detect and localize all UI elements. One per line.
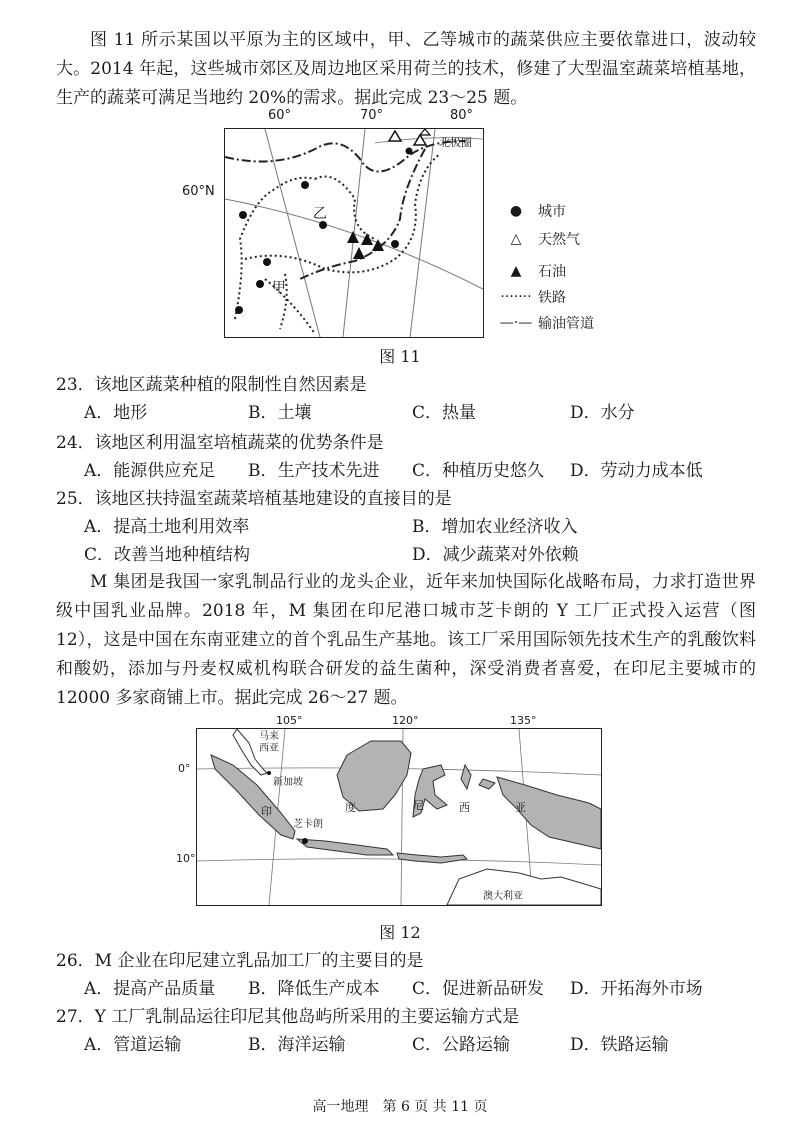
figure-11-caption: 图 11 <box>379 347 421 366</box>
fig11-lon-label-60: 60° <box>268 108 292 123</box>
fig11-city-yi: 乙 <box>313 206 327 222</box>
question-24-option-b[interactable]: B．生产技术先进 <box>248 461 380 481</box>
gas-symbol-icon: △ <box>510 231 522 247</box>
fig12-cikarang-label: 芝卡朗 <box>293 819 323 830</box>
question-24-stem: 24．该地区利用温室培植蔬菜的优势条件是 <box>56 433 384 453</box>
question-23-options <box>84 400 744 426</box>
legend-oil-label: 石油 <box>538 264 566 280</box>
legend-pipeline-label: 输油管道 <box>538 316 594 332</box>
fig11-arctic-circle-label: 北极圈 <box>439 136 472 149</box>
figure-12-caption: 图 12 <box>379 923 421 942</box>
question-27-option-d[interactable]: D．铁路运输 <box>570 1035 669 1055</box>
city-symbol-icon: ● <box>509 203 523 219</box>
question-23-option-c[interactable]: C．热量 <box>412 403 477 423</box>
question-23-option-a[interactable]: A．地形 <box>84 403 148 423</box>
intro-paragraph-23-25: 图 11 所示某国以平原为主的区域中，甲、乙等城市的蔬菜供应主要依靠进口，波动较大。2014 年起，这些城市郊区及周边地区采用荷兰的技术，修建了大型温室蔬菜培植基地，生产的蔬菜可满足当地约 20%的需求。据此完成 23～25 题。 <box>56 30 756 108</box>
figure-11-legend <box>494 200 614 336</box>
fig12-indonesia-char-1: 印 <box>261 805 272 818</box>
fig12-indonesia-char-3: 尼 <box>413 799 424 812</box>
question-26-stem: 26．M 企业在印尼建立乳品加工厂的主要目的是 <box>56 951 424 971</box>
question-25-option-b[interactable]: B．增加农业经济收入 <box>412 517 578 537</box>
fig12-lat-label-0: 0° <box>178 762 191 775</box>
fig12-indonesia-char-5: 亚 <box>515 801 526 814</box>
question-27-option-b[interactable]: B．海洋运输 <box>248 1035 346 1055</box>
fig12-malaysia-line1: 马来 <box>259 731 279 742</box>
figure-11-map <box>224 128 484 338</box>
railway-symbol-icon: ······· <box>500 289 532 305</box>
fig11-lon-label-70: 70° <box>360 108 384 123</box>
question-26-option-c[interactable]: C．促进新品研发 <box>412 979 545 999</box>
figure-12-map <box>196 728 602 906</box>
question-26-option-b[interactable]: B．降低生产成本 <box>248 979 380 999</box>
question-25-option-c[interactable]: C．改善当地种植结构 <box>84 545 251 565</box>
question-27-stem: 27．Y 工厂乳制品运往印尼其他岛屿所采用的主要运输方式是 <box>56 1007 520 1027</box>
question-23-option-b[interactable]: B．土壤 <box>248 403 312 423</box>
legend-railway <box>494 286 566 308</box>
figure-12-svg <box>197 729 601 905</box>
question-25-stem: 25．该地区扶持温室蔬菜培植基地建设的直接目的是 <box>56 489 452 509</box>
fig12-lon-label-120: 120° <box>392 714 419 727</box>
fig12-malaysia-label <box>259 731 279 755</box>
oil-symbol-icon: ▲ <box>510 263 522 279</box>
question-25-options-row1 <box>84 514 744 540</box>
page-footer: 高一地理 第 6 页 共 11 页 <box>312 1099 488 1115</box>
fig12-indonesia-char-2: 度 <box>345 801 356 814</box>
question-23-stem: 23．该地区蔬菜种植的限制性自然因素是 <box>56 375 367 395</box>
question-27-option-a[interactable]: A．管道运输 <box>84 1035 182 1055</box>
question-26-option-a[interactable]: A．提高产品质量 <box>84 979 216 999</box>
question-26-option-d[interactable]: D．开拓海外市场 <box>570 979 703 999</box>
fig12-malaysia-line2: 西亚 <box>259 743 279 754</box>
figure-11-svg <box>225 129 483 337</box>
question-24-option-c[interactable]: C．种植历史悠久 <box>412 461 545 481</box>
legend-gas <box>494 228 580 250</box>
question-27-options <box>84 1032 744 1058</box>
legend-gas-label: 天然气 <box>538 232 580 248</box>
fig12-australia-label: 澳大利亚 <box>483 891 523 902</box>
fig11-city-jia: 甲 <box>272 280 286 296</box>
legend-oil <box>494 260 566 282</box>
question-25-option-a[interactable]: A．提高土地利用效率 <box>84 517 250 537</box>
question-23-option-d[interactable]: D．水分 <box>570 403 635 423</box>
question-24-options <box>84 458 744 484</box>
legend-pipeline <box>494 312 594 334</box>
question-24-option-d[interactable]: D．劳动力成本低 <box>570 461 703 481</box>
question-27-option-c[interactable]: C．公路运输 <box>412 1035 511 1055</box>
question-25-options-row2 <box>84 542 744 568</box>
question-24-option-a[interactable]: A．能源供应充足 <box>84 461 216 481</box>
fig12-indonesia-char-4: 西 <box>459 801 470 814</box>
question-25-option-d[interactable]: D．减少蔬菜对外依赖 <box>412 545 579 565</box>
fig12-lon-label-135: 135° <box>510 714 537 727</box>
fig11-lat-label-60n: 60°N <box>182 184 215 199</box>
fig12-lon-label-105: 105° <box>276 714 303 727</box>
fig12-singapore-label: 新加坡 <box>273 777 303 788</box>
legend-railway-label: 铁路 <box>538 290 566 306</box>
fig11-lon-label-80: 80° <box>450 108 474 123</box>
question-26-options <box>84 976 744 1002</box>
fig12-lat-label-10: 10° <box>176 852 196 865</box>
intro-paragraph-26-27: M 集团是我国一家乳制品行业的龙头企业，近年来加快国际化战略布局，力求打造世界级中国乳业品牌。2018 年，M 集团在印尼港口城市芝卡朗的 Y 工厂正式投入运营（图 12），这是中国在东南亚建立的首个乳品生产基地。该工厂采用国际领先技术生产的乳酸饮料和酸奶，添加与丹麦权威机构联合研发的益生菌种，深受消费者喜爱，在印尼主要城市的 12000 多家商铺上市。据此完成 26～27 题。 <box>56 572 756 708</box>
pipeline-symbol-icon: —·— <box>499 315 533 331</box>
legend-city <box>494 200 566 222</box>
legend-city-label: 城市 <box>538 204 566 220</box>
